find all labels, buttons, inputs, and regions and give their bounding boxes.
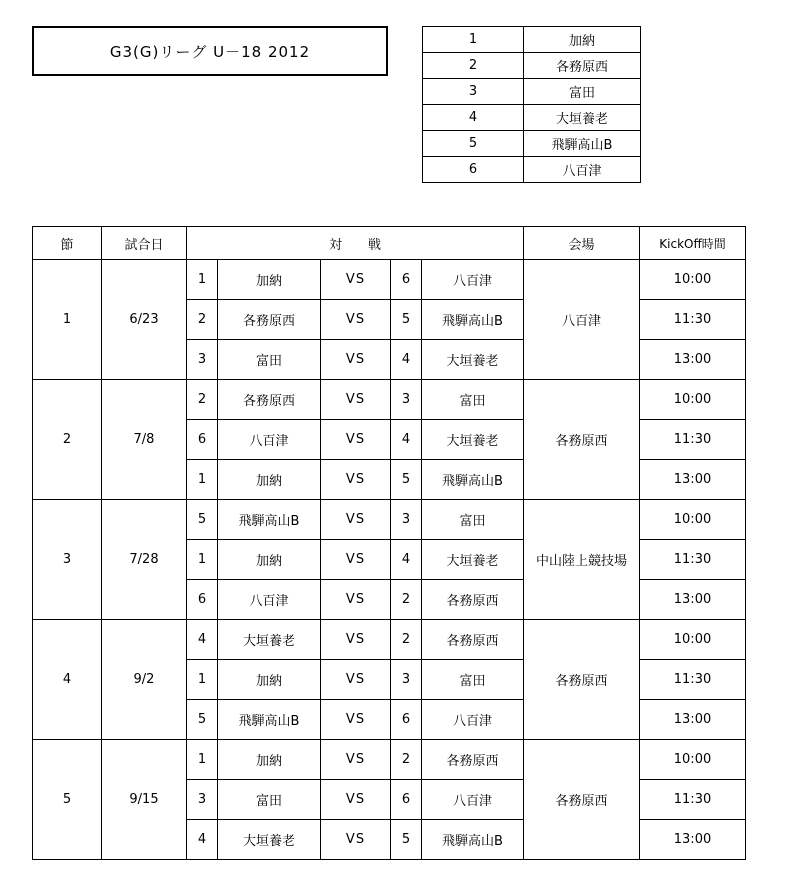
home-team-name: 加納	[218, 660, 321, 700]
kickoff-time: 11:30	[640, 660, 746, 700]
away-team-name: 飛騨高山B	[422, 300, 524, 340]
team-row	[423, 27, 641, 53]
venue-name: 各務原西	[524, 380, 640, 500]
home-team-number: 2	[187, 380, 218, 420]
home-team-name: 加納	[218, 460, 321, 500]
team-row	[423, 131, 641, 157]
match-date: 9/2	[102, 620, 187, 740]
vs-label: VS	[321, 340, 391, 380]
away-team-number: 6	[391, 700, 422, 740]
vs-label: VS	[321, 740, 391, 780]
kickoff-time: 10:00	[640, 380, 746, 420]
vs-label: VS	[321, 660, 391, 700]
round-number: 5	[33, 740, 102, 860]
kickoff-time: 11:30	[640, 540, 746, 580]
match-row	[33, 620, 746, 660]
home-team-number: 6	[187, 580, 218, 620]
away-team-number: 6	[391, 780, 422, 820]
team-number: 1	[423, 27, 524, 53]
home-team-name: 八百津	[218, 580, 321, 620]
team-number: 2	[423, 53, 524, 79]
header-venue: 会場	[524, 227, 640, 260]
team-list-table	[422, 26, 641, 183]
match-row	[33, 260, 746, 300]
team-list-body	[423, 27, 641, 183]
match-date: 9/15	[102, 740, 187, 860]
kickoff-time: 13:00	[640, 700, 746, 740]
team-number: 5	[423, 131, 524, 157]
kickoff-time: 13:00	[640, 340, 746, 380]
home-team-name: 八百津	[218, 420, 321, 460]
header-kickoff: KickOff時間	[640, 227, 746, 260]
schedule-header-row	[33, 227, 746, 260]
team-row	[423, 105, 641, 131]
away-team-name: 飛騨高山B	[422, 820, 524, 860]
away-team-name: 富田	[422, 660, 524, 700]
away-team-number: 4	[391, 540, 422, 580]
away-team-name: 各務原西	[422, 580, 524, 620]
kickoff-time: 10:00	[640, 500, 746, 540]
away-team-name: 富田	[422, 380, 524, 420]
team-row	[423, 79, 641, 105]
home-team-name: 富田	[218, 780, 321, 820]
away-team-name: 八百津	[422, 780, 524, 820]
vs-label: VS	[321, 500, 391, 540]
kickoff-time: 13:00	[640, 580, 746, 620]
home-team-number: 3	[187, 340, 218, 380]
match-row	[33, 380, 746, 420]
vs-label: VS	[321, 620, 391, 660]
away-team-number: 5	[391, 820, 422, 860]
vs-label: VS	[321, 580, 391, 620]
header-date: 試合日	[102, 227, 187, 260]
away-team-name: 八百津	[422, 260, 524, 300]
home-team-number: 1	[187, 660, 218, 700]
home-team-name: 大垣養老	[218, 620, 321, 660]
match-date: 6/23	[102, 260, 187, 380]
kickoff-time: 10:00	[640, 260, 746, 300]
kickoff-time: 11:30	[640, 780, 746, 820]
round-number: 2	[33, 380, 102, 500]
home-team-number: 1	[187, 740, 218, 780]
home-team-number: 1	[187, 540, 218, 580]
team-number: 4	[423, 105, 524, 131]
schedule-body	[33, 260, 746, 860]
vs-label: VS	[321, 780, 391, 820]
home-team-number: 2	[187, 300, 218, 340]
venue-name: 各務原西	[524, 620, 640, 740]
away-team-number: 5	[391, 300, 422, 340]
match-row	[33, 500, 746, 540]
venue-name: 各務原西	[524, 740, 640, 860]
vs-label: VS	[321, 380, 391, 420]
kickoff-time: 13:00	[640, 460, 746, 500]
away-team-name: 各務原西	[422, 740, 524, 780]
kickoff-time: 13:00	[640, 820, 746, 860]
away-team-name: 飛騨高山B	[422, 460, 524, 500]
home-team-number: 3	[187, 780, 218, 820]
vs-label: VS	[321, 820, 391, 860]
away-team-number: 3	[391, 380, 422, 420]
away-team-number: 6	[391, 260, 422, 300]
team-name: 富田	[524, 79, 641, 105]
team-name: 大垣養老	[524, 105, 641, 131]
round-number: 1	[33, 260, 102, 380]
home-team-number: 4	[187, 820, 218, 860]
header-round: 節	[33, 227, 102, 260]
vs-label: VS	[321, 300, 391, 340]
home-team-name: 加納	[218, 740, 321, 780]
match-date: 7/28	[102, 500, 187, 620]
home-team-number: 6	[187, 420, 218, 460]
team-name: 各務原西	[524, 53, 641, 79]
team-name: 八百津	[524, 157, 641, 183]
home-team-name: 加納	[218, 260, 321, 300]
home-team-number: 1	[187, 260, 218, 300]
venue-name: 八百津	[524, 260, 640, 380]
vs-label: VS	[321, 700, 391, 740]
kickoff-time: 10:00	[640, 620, 746, 660]
home-team-number: 5	[187, 500, 218, 540]
away-team-name: 各務原西	[422, 620, 524, 660]
kickoff-time: 11:30	[640, 300, 746, 340]
team-number: 6	[423, 157, 524, 183]
home-team-number: 4	[187, 620, 218, 660]
team-number: 3	[423, 79, 524, 105]
page-title: G3(G)リーグ U－18 2012	[32, 26, 388, 76]
away-team-name: 大垣養老	[422, 420, 524, 460]
away-team-name: 富田	[422, 500, 524, 540]
home-team-name: 飛騨高山B	[218, 700, 321, 740]
round-number: 3	[33, 500, 102, 620]
team-row	[423, 53, 641, 79]
away-team-name: 大垣養老	[422, 340, 524, 380]
away-team-name: 大垣養老	[422, 540, 524, 580]
home-team-name: 大垣養老	[218, 820, 321, 860]
away-team-number: 2	[391, 620, 422, 660]
home-team-name: 各務原西	[218, 300, 321, 340]
home-team-name: 富田	[218, 340, 321, 380]
home-team-number: 1	[187, 460, 218, 500]
kickoff-time: 11:30	[640, 420, 746, 460]
away-team-number: 2	[391, 740, 422, 780]
schedule-table	[32, 226, 746, 860]
vs-label: VS	[321, 260, 391, 300]
home-team-name: 加納	[218, 540, 321, 580]
vs-label: VS	[321, 420, 391, 460]
match-row	[33, 740, 746, 780]
team-name: 飛騨高山B	[524, 131, 641, 157]
team-name: 加納	[524, 27, 641, 53]
home-team-number: 5	[187, 700, 218, 740]
vs-label: VS	[321, 460, 391, 500]
away-team-number: 3	[391, 660, 422, 700]
kickoff-time: 10:00	[640, 740, 746, 780]
header-match: 対 戦	[187, 227, 524, 260]
vs-label: VS	[321, 540, 391, 580]
home-team-name: 飛騨高山B	[218, 500, 321, 540]
team-row	[423, 157, 641, 183]
away-team-number: 4	[391, 340, 422, 380]
away-team-number: 3	[391, 500, 422, 540]
venue-name: 中山陸上競技場	[524, 500, 640, 620]
away-team-number: 5	[391, 460, 422, 500]
away-team-number: 4	[391, 420, 422, 460]
match-date: 7/8	[102, 380, 187, 500]
away-team-number: 2	[391, 580, 422, 620]
away-team-name: 八百津	[422, 700, 524, 740]
home-team-name: 各務原西	[218, 380, 321, 420]
round-number: 4	[33, 620, 102, 740]
